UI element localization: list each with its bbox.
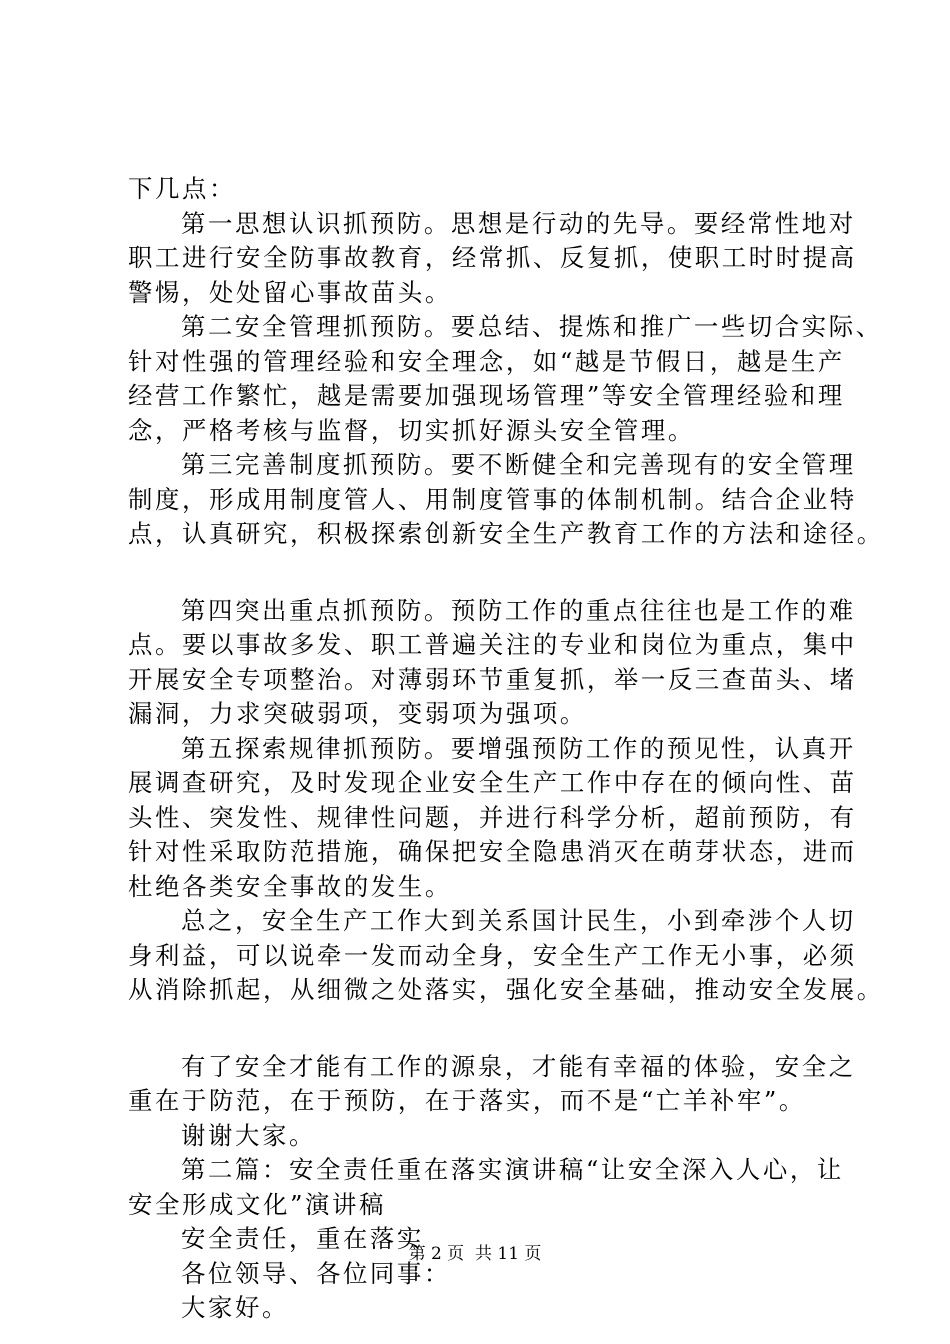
page-number-label: 第 2 页 共 11 页: [408, 1244, 542, 1264]
text-line: 点。要以事故多发、职工普遍关注的专业和岗位为重点，集中: [128, 630, 857, 659]
page-footer: [0, 1243, 950, 1265]
paragraph-first-line: 第四突出重点抓预防。预防工作的重点往往也是工作的难: [181, 595, 856, 625]
text-line: 经营工作繁忙，越是需要加强现场管理”等安全管理经验和理: [128, 381, 845, 410]
text-line: 安全形成文化”演讲稿: [128, 1189, 386, 1219]
paragraph-first-line: 大家好。: [181, 1293, 289, 1322]
text-line: 针对性采取防范措施，确保把安全隐患消灭在萌芽状态，进而: [128, 837, 857, 866]
text-line: 念，严格考核与监督，切实抓好源头安全管理。: [128, 415, 695, 445]
text-line: 制度，形成用制度管人、用制度管事的体制机制。结合企业特: [128, 484, 857, 514]
text-line: 针对性强的管理经验和安全理念，如“越是节假日，越是生产: [128, 346, 845, 376]
text-line: 重在于防范，在于预防，在于落实，而不是“亡羊补牢”。: [128, 1086, 806, 1115]
paragraph-first-line: 第一思想认识抓预防。思想是行动的先导。要经常性地对: [181, 208, 856, 238]
text-line: 展调查研究，及时发现企业安全生产工作中存在的倾向性、苗: [128, 768, 857, 797]
paragraph-first-line: 第二篇：安全责任重在落实演讲稿“让安全深入人心，让: [181, 1155, 844, 1184]
text-line: 头性、突发性、规律性问题，并进行科学分析，超前预防，有: [128, 802, 857, 832]
paragraph-gap: [128, 1008, 828, 1050]
paragraph-first-line: 总之，安全生产工作大到关系国计民生，小到牵涉个人切: [181, 906, 856, 935]
text-line: 杜绝各类安全事故的发生。: [128, 871, 452, 901]
document-body: [128, 172, 884, 1326]
paragraph-first-line: 第三完善制度抓预防。要不断健全和完善现有的安全管理: [181, 450, 856, 479]
text-line: 点，认真研究，积极探索创新安全生产教育工作的方法和途径。: [128, 519, 884, 548]
paragraph-gap: [128, 552, 828, 594]
paragraph-first-line: 第五探索规律抓预防。要增强预防工作的预见性，认真开: [181, 733, 856, 763]
paragraph-first-line: 有了安全才能有工作的源泉，才能有幸福的体验，安全之: [181, 1051, 856, 1081]
paragraph-first-line: 第二安全管理抓预防。要总结、提炼和推广一些切合实际、: [181, 312, 883, 341]
text-line: 警惕，处处留心事故苗头。: [128, 277, 452, 307]
paragraph-first-line: 谢谢大家。: [181, 1120, 316, 1150]
text-line: 职工进行安全防事故教育，经常抓、反复抓，使职工时时提高: [128, 243, 857, 272]
text-line: 下几点：: [128, 174, 236, 203]
text-line: 开展安全专项整治。对薄弱环节重复抓，举一反三查苗头、堵: [128, 664, 857, 694]
paragraph-first-line: 各位领导、各位同事：: [181, 1258, 451, 1288]
text-line: 从消除抓起，从细微之处落实，强化安全基础，推动安全发展。: [128, 975, 884, 1004]
text-line: 身利益，可以说牵一发而动全身，安全生产工作无小事，必须: [128, 940, 857, 970]
paragraph-first-line: 安全责任，重在落实: [181, 1224, 424, 1253]
text-line: 漏洞，力求突破弱项，变弱项为强项。: [128, 699, 587, 728]
